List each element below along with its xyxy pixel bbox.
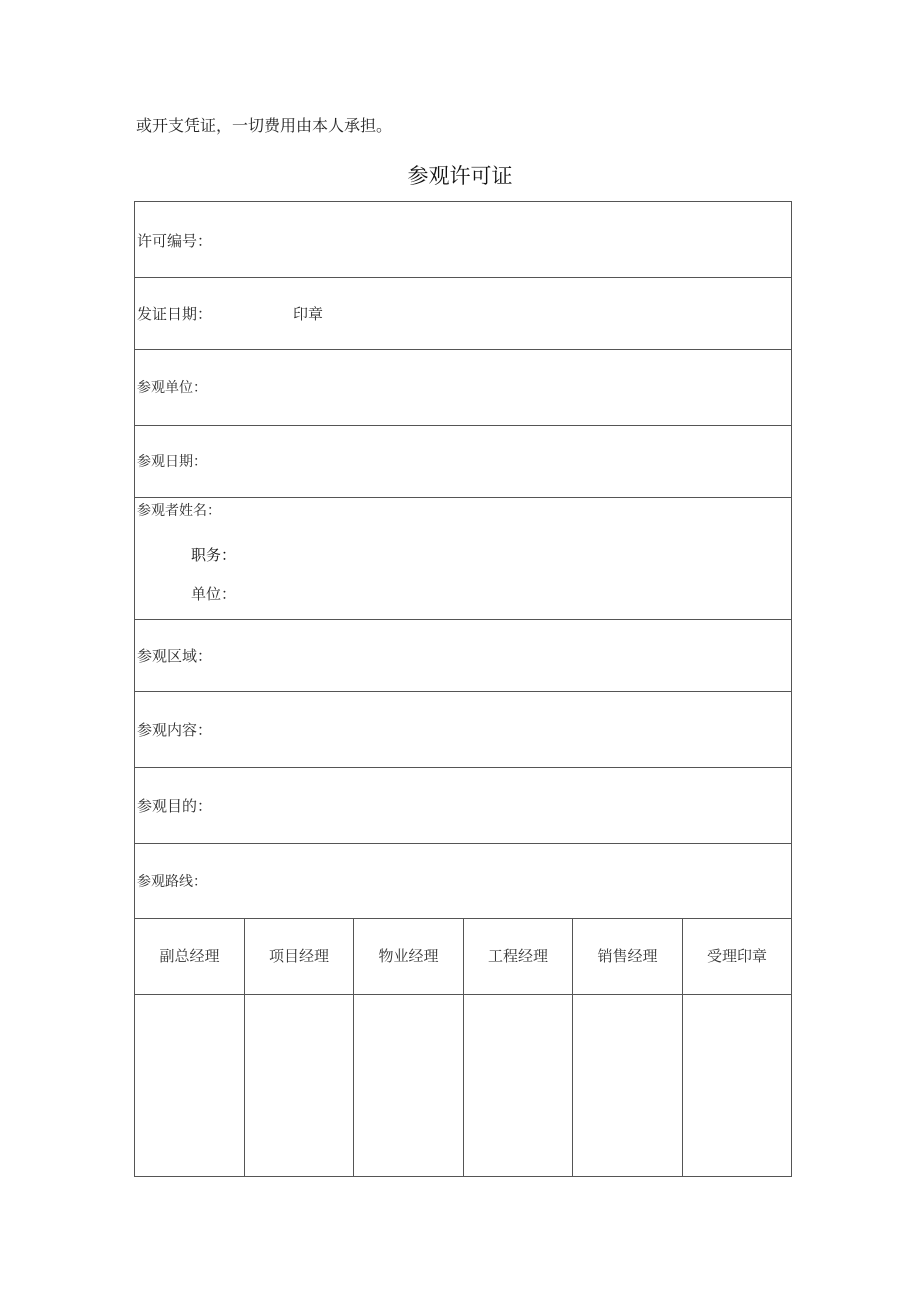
permit-number-label: 许可编号： bbox=[137, 232, 213, 250]
header-property-manager: 物业经理 bbox=[378, 947, 439, 965]
visit-route-label: 参观路线： bbox=[137, 874, 207, 890]
approval-signature-row bbox=[135, 995, 791, 1176]
row-visit-purpose bbox=[135, 768, 791, 844]
row-visit-route bbox=[135, 844, 791, 919]
visit-unit-label: 参观单位： bbox=[137, 380, 207, 396]
header-engineering-manager: 工程经理 bbox=[487, 947, 548, 965]
signature-cell-acceptance-stamp bbox=[683, 995, 791, 1176]
form-title: 参观许可证 bbox=[407, 164, 513, 188]
approval-header-cell bbox=[354, 919, 464, 994]
row-permit-number bbox=[135, 202, 791, 278]
stamp-label: 印章 bbox=[293, 305, 324, 323]
approval-header-row bbox=[135, 919, 791, 995]
row-visit-area bbox=[135, 620, 791, 692]
visit-date-label: 参观日期： bbox=[137, 454, 207, 470]
position-label: 职务： bbox=[191, 546, 237, 564]
header-acceptance-stamp: 受理印章 bbox=[706, 947, 767, 965]
header-project-manager: 项目经理 bbox=[268, 947, 329, 965]
header-sales-manager: 销售经理 bbox=[597, 947, 658, 965]
permit-form-table bbox=[134, 201, 792, 1177]
intro-text: 或开支凭证，一切费用由本人承担。 bbox=[136, 116, 393, 135]
approval-header-cell bbox=[573, 919, 683, 994]
approval-header-cell bbox=[464, 919, 573, 994]
header-vice-gm: 副总经理 bbox=[159, 947, 220, 965]
unit-label: 单位： bbox=[191, 585, 237, 603]
issue-date-label: 发证日期： bbox=[137, 305, 213, 323]
signature-cell-project-manager bbox=[245, 995, 354, 1176]
signature-cell-engineering-manager bbox=[464, 995, 573, 1176]
row-issue-date bbox=[135, 278, 791, 350]
visit-area-label: 参观区域： bbox=[137, 647, 213, 665]
row-visit-date bbox=[135, 426, 791, 498]
row-visit-unit bbox=[135, 350, 791, 426]
row-visitor-info bbox=[135, 498, 791, 620]
row-visit-content bbox=[135, 692, 791, 768]
signature-cell-property-manager bbox=[354, 995, 464, 1176]
approval-header-cell bbox=[245, 919, 354, 994]
signature-cell-vice-gm bbox=[135, 995, 245, 1176]
signature-cell-sales-manager bbox=[573, 995, 683, 1176]
visit-content-label: 参观内容： bbox=[137, 721, 213, 739]
approval-header-cell bbox=[683, 919, 791, 994]
approval-header-cell bbox=[135, 919, 245, 994]
visit-purpose-label: 参观目的： bbox=[137, 797, 213, 815]
visitor-name-label: 参观者姓名： bbox=[137, 503, 221, 519]
